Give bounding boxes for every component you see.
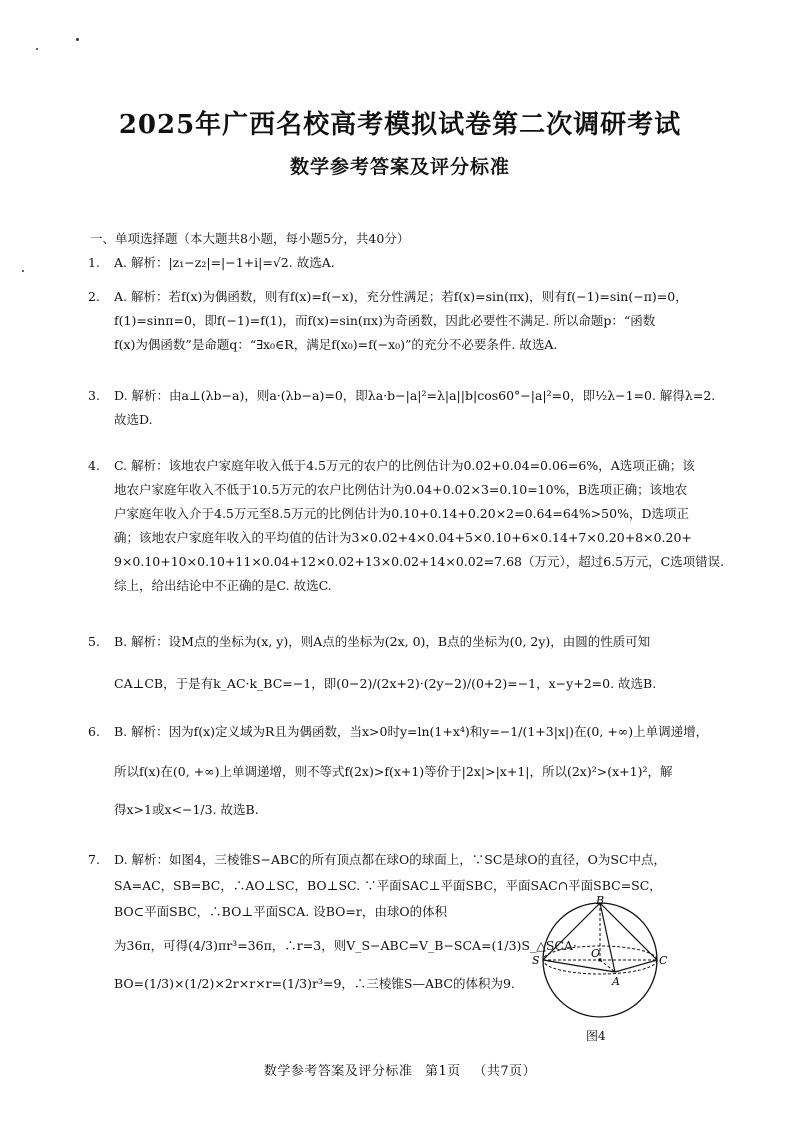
footer-page: 第1页 [424, 1064, 461, 1079]
question-number: 4. [88, 458, 100, 473]
question-line: f(1)=sinπ=0，即f(−1)=f(1)，而f(x)=sin(πx)为奇函数，因此必要性不满足. 所以命题p：“函数 [114, 313, 656, 328]
question-number: 2. [88, 289, 100, 304]
question-line: 地农户家庭年收入不低于10.5万元的农户比例估计为0.04+0.02×3=0.10=10%，B选项正确；该地农 [114, 482, 688, 497]
question-number: 7. [88, 852, 100, 867]
question-1 [88, 251, 708, 275]
edge-ca [615, 960, 657, 972]
question-3 [88, 384, 716, 432]
question-number: 1. [88, 255, 100, 270]
question-6 [88, 720, 708, 822]
question-number: 5. [88, 634, 100, 649]
question-line: 户家庭年收入介于4.5万元至8.5万元的比例估计为0.10+0.14+0.20×2=0.64=64%>50%，D选项正 [114, 506, 689, 521]
question-line: 得x>1或x<−1/3. 故选B. [114, 802, 259, 817]
question-number: 3. [88, 388, 100, 403]
question-line: C. 解析：该地农户家庭年收入低于4.5万元的农户的比例估计为0.02+0.04=0.06=6%，A选项正确；该 [114, 458, 695, 473]
question-line: 为36π，可得(4/3)πr³=36π，∴r=3，则V_S−ABC=V_B−SCA=(1/3)S_△SCA· [114, 938, 577, 953]
question-line: D. 解析：由a⊥(λb−a)，则a·(λb−a)=0，即λa·b−|a|²=λ|a||b|cos60°−|a|²=0，即½λ−1=0. 解得λ=2. [114, 388, 716, 403]
figure-4-sphere-diagram [530, 894, 670, 1040]
question-line: A. 解析：若f(x)为偶函数，则有f(x)=f(−x)，充分性满足；若f(x)=sin(πx)，则有f(−1)=sin(−π)=0， [114, 289, 688, 304]
edge-sa [543, 960, 615, 972]
question-line: B. 解析：设M点的坐标为(x, y)，则A点的坐标为(2x, 0)，B点的坐标为(0, 2y)，由圆的性质可知 [114, 634, 651, 649]
question-line: 9×0.10+10×0.10+11×0.04+12×0.02+13×0.02+14×0.02=7.68（万元），超过6.5万元，C选项错误. [114, 554, 725, 569]
label-c: C [659, 954, 668, 967]
footer-total: （共7页） [473, 1064, 537, 1079]
page-title: 2025年广西名校高考模拟试卷第二次调研考试 [118, 110, 682, 140]
figure-caption: 图4 [586, 1029, 606, 1043]
question-line: 所以f(x)在(0, +∞)上单调递增，则不等式f(2x)>f(x+1)等价于|2x|>|x+1|，所以(2x)²>(x+1)²，解 [114, 764, 673, 779]
label-o: O [591, 947, 601, 960]
edge-cb [600, 903, 657, 960]
question-line: BO=(1/3)×(1/2)×2r×r×r=(1/3)r³=9，∴三棱锥S—ABC的体积为9. [114, 976, 515, 991]
question-line: A. 解析：|z₁−z₂|=|−1+i|=√2. 故选A. [114, 255, 335, 270]
question-line: 综上，给出结论中不正确的是C. 故选C. [114, 578, 332, 593]
page-subtitle: 数学参考答案及评分标准 [289, 156, 510, 178]
scan-speck [36, 48, 38, 50]
question-5 [88, 630, 708, 696]
label-a: A [612, 975, 620, 988]
question-number: 6. [88, 724, 100, 739]
scan-speck [76, 38, 79, 41]
question-4 [88, 454, 725, 598]
question-line: BO⊂平面SBC，∴BO⊥平面SCA. 设BO=r，由球O的体积 [114, 904, 448, 919]
scan-speck [22, 270, 24, 272]
question-line: 故选D. [114, 412, 153, 427]
label-b: B [596, 894, 605, 907]
question-line: CA⊥CB，于是有k_AC·k_BC=−1，即(0−2)/(2x+2)·(2y−2)/(0+2)=−1，x−y+2=0. 故选B. [114, 676, 657, 691]
question-line: f(x)为偶函数”是命题q：“∃x₀∈R，满足f(x₀)=f(−x₀)”的充分不必要条件. 故选A. [114, 337, 558, 352]
section-heading: 一、单项选择题（本大题共8小题，每小题5分，共40分） [90, 231, 410, 246]
page-footer [0, 1060, 800, 1079]
question-line: D. 解析：如图4，三棱锥S−ABC的所有顶点都在球O的球面上，∵SC是球O的直径，O为SC中点， [114, 852, 667, 867]
question-line: SA=AC，SB=BC，∴AO⊥SC，BO⊥SC. ∵平面SAC⊥平面SBC，平面SAC∩平面SBC=SC， [114, 878, 662, 893]
question-line: B. 解析：因为f(x)定义域为R且为偶函数，当x>0时y=ln(1+x⁴)和y=−1/(1+3|x|)在(0, +∞)上单调递增， [114, 724, 709, 739]
question-line: 确；该地农户家庭年收入的平均值的估计为3×0.02+4×0.04+5×0.10+6×0.14+7×0.20+8×0.20+ [114, 530, 692, 545]
footer-title: 数学参考答案及评分标准 [263, 1064, 413, 1079]
question-2 [88, 285, 708, 357]
label-s: S [532, 954, 540, 967]
